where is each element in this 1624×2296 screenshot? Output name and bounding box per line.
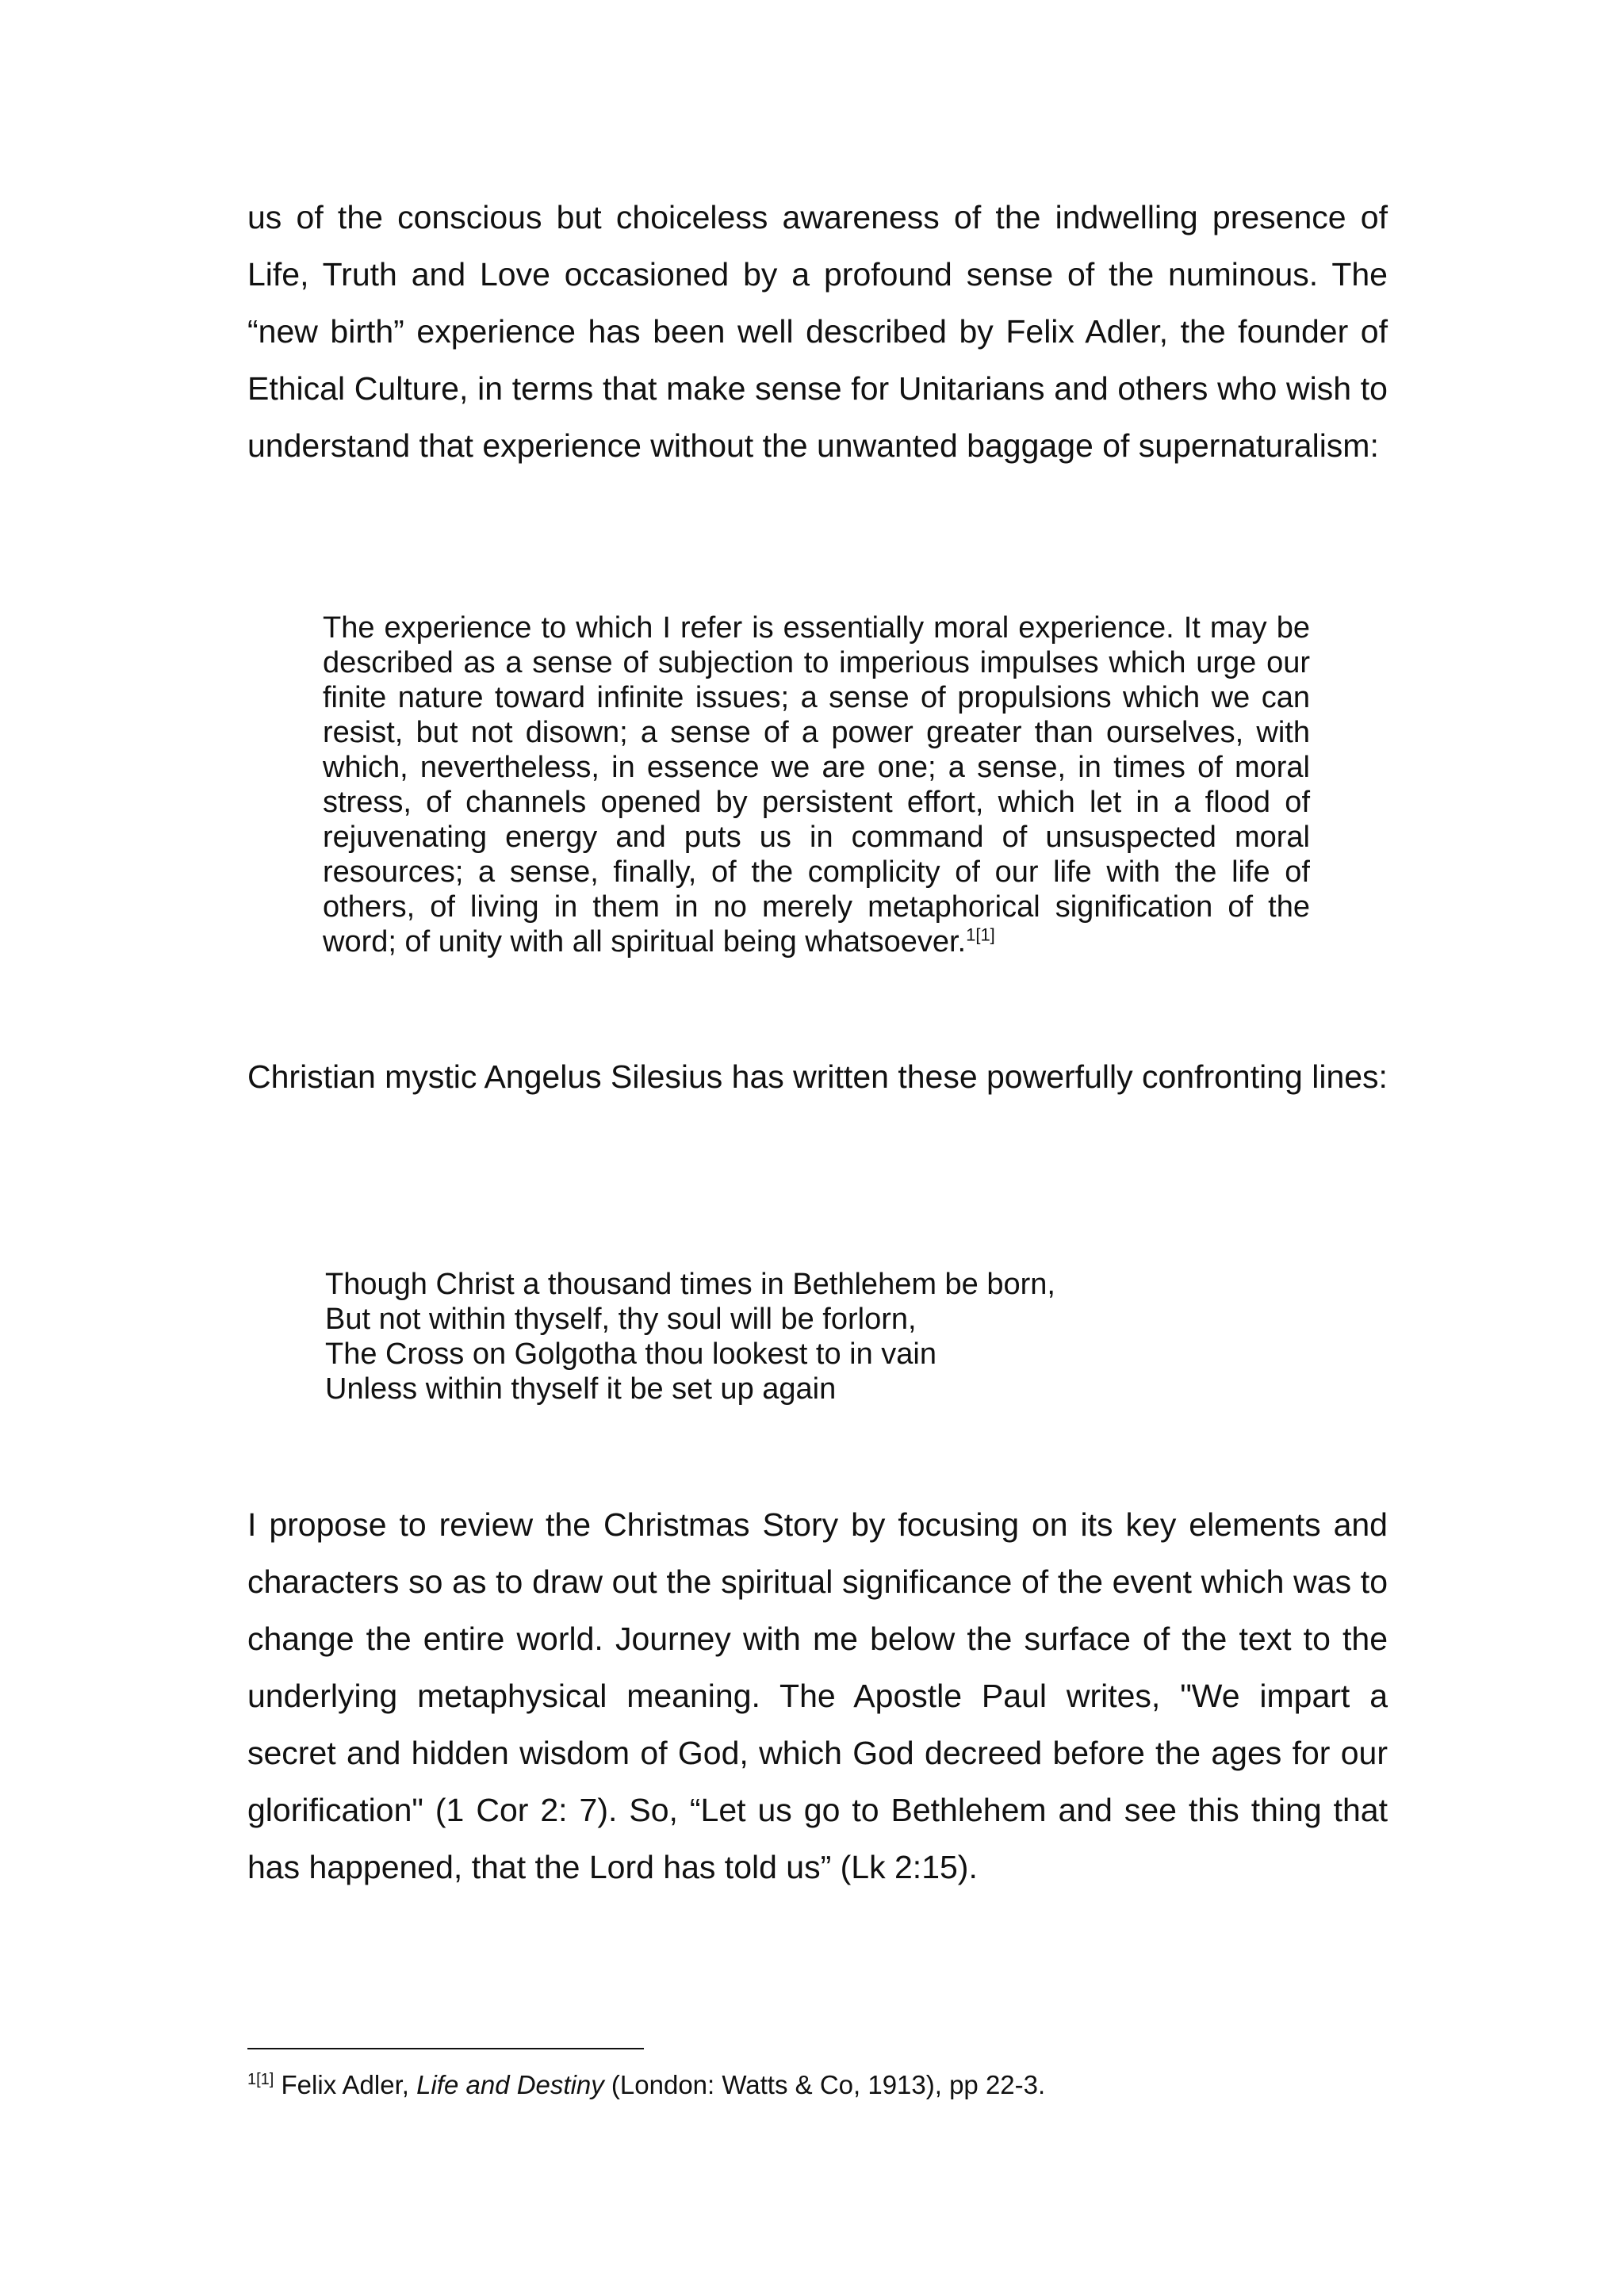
body-paragraph-3: I propose to review the Christmas Story by focusing on its key elements and characters so as to draw out the spiritual significance of the event which was to change the entire world. Journey with me below the surface of the text to the underlying metaphysical meaning. The Apostle Paul writes, "We impart a secret and hidden wisdom of God, which God decreed before the ages for our glorification" (1 Cor 2: 7). So, “Let us go to Bethlehem and see this thing that has happened, that the Lord has told us” (Lk 2:15). [247, 1506, 1388, 1885]
footnote-details: (London: Watts & Co, 1913), pp 22-3. [603, 2070, 1046, 2099]
body-paragraph-2: Christian mystic Angelus Silesius has written these powerfully confronting lines: [247, 1058, 1388, 1095]
footnote-author: Felix Adler, [274, 2070, 417, 2099]
adler-block-quote [323, 610, 1310, 959]
silesius-poem [325, 1267, 1055, 1406]
footnote [247, 2068, 1045, 2103]
footnote-reference[interactable]: 1[1] [966, 924, 995, 945]
footnote-marker: 1[1] [247, 2071, 274, 2088]
footnote-book-title: Life and Destiny [416, 2070, 604, 2099]
body-paragraph-1: us of the conscious but choiceless awareness of the indwelling presence of Life, Truth and Love occasioned by a profound sense of the numinous. The “new birth” experience has been well described by Felix Adler, the founder of Ethical Culture, in terms that make sense for Unitarians and others who wish to understand that experience without the unwanted baggage of supernaturalism: [247, 199, 1388, 464]
poem-line-1: Though Christ a thousand times in Bethlehem be born, [325, 1268, 1055, 1301]
poem-line-2: But not within thyself, thy soul will be forlorn, [325, 1303, 917, 1336]
poem-line-4: Unless within thyself it be set up again [325, 1372, 837, 1406]
footnote-separator [247, 2048, 644, 2049]
block-quote-text: The experience to which I refer is essentially moral experience. It may be described as a sense of subjection to imperious impulses which urge our finite nature toward infinite issues; a sense of propulsions which we can resist, but not disown; a sense of a power greater than ourselves, with which, nevertheless, in essence we are one; a sense, in times of moral stress, of channels opened by persistent effort, which let in a flood of rejuvenating energy and puts us in command of unsuspected moral resources; a sense, finally, of the complicity of our life with the life of others, of living in them in no merely metaphorical signification of the word; of unity with all spiritual being whatsoever. [323, 611, 1310, 959]
poem-line-3: The Cross on Golgotha thou lookest to in vain [325, 1337, 937, 1371]
